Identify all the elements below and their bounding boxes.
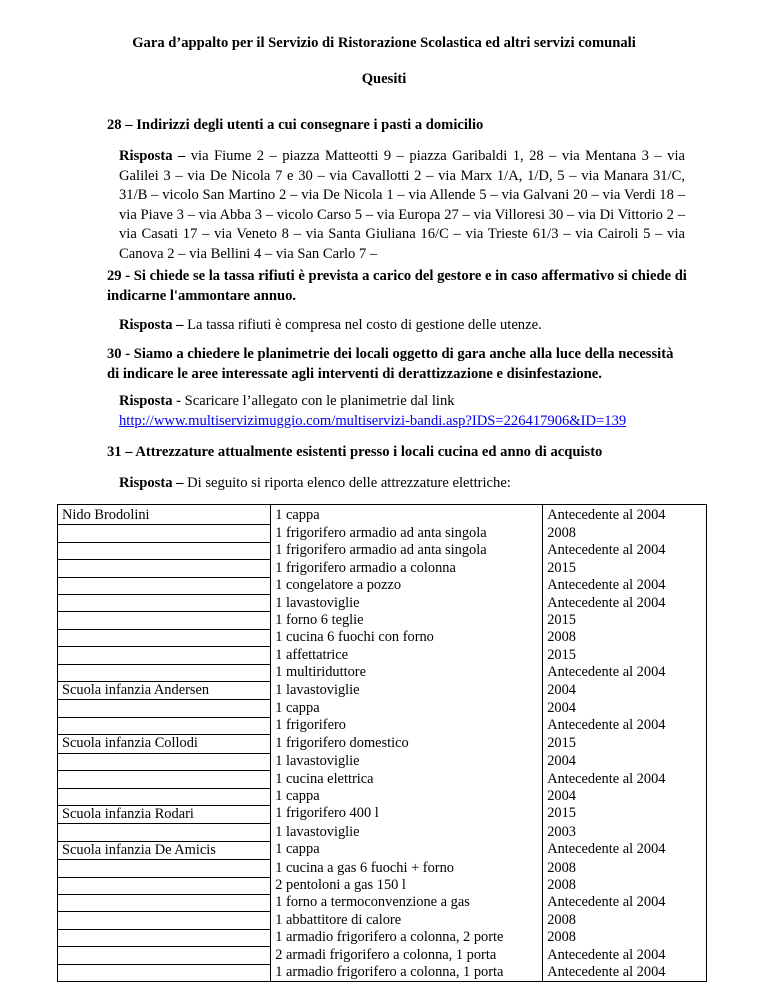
table-row bbox=[58, 735, 707, 753]
site-cell bbox=[58, 700, 271, 717]
purchase-year-cell: Antecedente al 2004 bbox=[543, 964, 707, 982]
site-cell: Scuola infanzia Rodari bbox=[58, 805, 271, 823]
equipment-cell: 1 forno a termoconvenzione a gas bbox=[271, 894, 543, 911]
table-row bbox=[58, 771, 707, 788]
purchase-year-cell: Antecedente al 2004 bbox=[543, 577, 707, 594]
site-cell: Scuola infanzia De Amicis bbox=[58, 841, 271, 859]
question-28: 28 – Indirizzi degli utenti a cui consegnare i pasti a domicilio bbox=[107, 117, 484, 133]
table-row bbox=[58, 542, 707, 559]
equipment-cell: 1 cappa bbox=[271, 700, 543, 717]
equipment-cell: 1 multiriduttore bbox=[271, 664, 543, 681]
equipment-cell: 1 cappa bbox=[271, 505, 543, 525]
site-cell bbox=[58, 542, 271, 559]
planimetrie-link[interactable]: http://www.multiservizimuggio.com/multiservizi-bandi.asp?IDS=226417906&ID=139 bbox=[119, 412, 627, 429]
site-cell bbox=[58, 525, 271, 542]
site-cell bbox=[58, 647, 271, 664]
site-cell bbox=[58, 664, 271, 681]
equipment-cell: 1 cucina 6 fuochi con forno bbox=[271, 629, 543, 646]
equipment-cell: 1 armadio frigorifero a colonna, 2 porte bbox=[271, 929, 543, 946]
answer-label: Risposta – bbox=[119, 148, 186, 164]
answer-text: Scaricare l’allegato con le planimetrie dal link bbox=[181, 393, 455, 409]
table-row bbox=[58, 805, 707, 823]
purchase-year-cell: Antecedente al 2004 bbox=[543, 771, 707, 788]
table-row bbox=[58, 788, 707, 805]
site-cell: Scuola infanzia Collodi bbox=[58, 735, 271, 753]
purchase-year-cell: Antecedente al 2004 bbox=[543, 947, 707, 964]
equipment-cell: 1 cucina a gas 6 fuochi + forno bbox=[271, 860, 543, 877]
equipment-table bbox=[57, 504, 707, 982]
site-cell: Scuola infanzia Andersen bbox=[58, 682, 271, 700]
site-cell: Nido Brodolini bbox=[58, 505, 271, 525]
equipment-cell: 1 cucina elettrica bbox=[271, 771, 543, 788]
purchase-year-cell: 2008 bbox=[543, 929, 707, 946]
equipment-cell: 1 frigorifero bbox=[271, 717, 543, 734]
equipment-cell: 1 armadio frigorifero a colonna, 1 porta bbox=[271, 964, 543, 982]
site-cell bbox=[58, 612, 271, 629]
purchase-year-cell: 2008 bbox=[543, 877, 707, 894]
table-row bbox=[58, 664, 707, 681]
site-cell bbox=[58, 894, 271, 911]
table-row bbox=[58, 629, 707, 646]
purchase-year-cell: 2004 bbox=[543, 788, 707, 805]
document-title: Gara d’appalto per il Servizio di Ristorazione Scolastica ed altri servizi comunali bbox=[132, 35, 636, 51]
table-row bbox=[58, 560, 707, 577]
purchase-year-cell: 2015 bbox=[543, 612, 707, 629]
purchase-year-cell: 2015 bbox=[543, 647, 707, 664]
table-row bbox=[58, 947, 707, 964]
equipment-cell: 1 affettatrice bbox=[271, 647, 543, 664]
equipment-cell: 1 frigorifero armadio ad anta singola bbox=[271, 542, 543, 559]
equipment-cell: 1 forno 6 teglie bbox=[271, 612, 543, 629]
table-row bbox=[58, 700, 707, 717]
purchase-year-cell: 2004 bbox=[543, 682, 707, 700]
purchase-year-cell: Antecedente al 2004 bbox=[543, 717, 707, 734]
answer-text: Di seguito si riporta elenco delle attrezzature elettriche: bbox=[183, 475, 511, 491]
purchase-year-cell: 2015 bbox=[543, 560, 707, 577]
table-row bbox=[58, 525, 707, 542]
purchase-year-cell: Antecedente al 2004 bbox=[543, 595, 707, 612]
purchase-year-cell: 2003 bbox=[543, 824, 707, 841]
table-row bbox=[58, 860, 707, 877]
equipment-cell: 1 lavastoviglie bbox=[271, 824, 543, 841]
equipment-cell: 1 congelatore a pozzo bbox=[271, 577, 543, 594]
site-cell bbox=[58, 824, 271, 841]
answer-31 bbox=[119, 474, 685, 494]
purchase-year-cell: 2004 bbox=[543, 700, 707, 717]
table-row bbox=[58, 595, 707, 612]
equipment-cell: 2 pentoloni a gas 150 l bbox=[271, 877, 543, 894]
answer-29 bbox=[119, 316, 685, 336]
site-cell bbox=[58, 912, 271, 929]
purchase-year-cell: Antecedente al 2004 bbox=[543, 505, 707, 525]
question-31: 31 – Attrezzature attualmente esistenti presso i locali cucina ed anno di acquisto bbox=[107, 444, 603, 460]
purchase-year-cell: 2015 bbox=[543, 735, 707, 753]
site-cell bbox=[58, 788, 271, 805]
equipment-cell: 1 lavastoviglie bbox=[271, 682, 543, 700]
purchase-year-cell: 2015 bbox=[543, 805, 707, 823]
site-cell bbox=[58, 877, 271, 894]
equipment-cell: 1 frigorifero armadio ad anta singola bbox=[271, 525, 543, 542]
table-row bbox=[58, 824, 707, 841]
table-row bbox=[58, 753, 707, 770]
table-row bbox=[58, 877, 707, 894]
table-row bbox=[58, 682, 707, 700]
table-row bbox=[58, 612, 707, 629]
answer-label: Risposta – bbox=[119, 317, 184, 333]
purchase-year-cell: 2008 bbox=[543, 629, 707, 646]
site-cell bbox=[58, 947, 271, 964]
table-row bbox=[58, 929, 707, 946]
site-cell bbox=[58, 560, 271, 577]
equipment-cell: 1 frigorifero domestico bbox=[271, 735, 543, 753]
answer-text: La tassa rifiuti è compresa nel costo di gestione delle utenze. bbox=[183, 317, 542, 333]
answer-label: Risposta - bbox=[119, 393, 182, 409]
site-cell bbox=[58, 929, 271, 946]
site-cell bbox=[58, 753, 271, 770]
equipment-cell: 1 abbattitore di calore bbox=[271, 912, 543, 929]
equipment-cell: 1 frigorifero armadio a colonna bbox=[271, 560, 543, 577]
table-row bbox=[58, 505, 707, 525]
site-cell bbox=[58, 964, 271, 982]
equipment-cell: 1 cappa bbox=[271, 841, 543, 859]
question-29: 29 - Si chiede se la tassa rifiuti è prevista a carico del gestore e in caso affermativo si chiede di indicarne l'ammontare annuo. bbox=[107, 268, 687, 304]
site-cell bbox=[58, 577, 271, 594]
table-row bbox=[58, 841, 707, 859]
answer-28 bbox=[119, 147, 685, 265]
purchase-year-cell: Antecedente al 2004 bbox=[543, 894, 707, 911]
purchase-year-cell: Antecedente al 2004 bbox=[543, 841, 707, 859]
purchase-year-cell: 2008 bbox=[543, 525, 707, 542]
answer-text: via Fiume 2 – piazza Matteotti 9 – piazza Garibaldi 1, 28 – via Mentana 3 – via Galilei 3 – via De Nicola 7 e 30 – via Cavallotti 2 – via Marx 1/A, 1/D, 5 – via Manara 31/C, 31/B – vicolo San Martino 2 – via De Nicola 1 – via Allende 5 – via Galvani 20 – via Verdi 18 – via Piave 3 – via Abba 3 – vicolo Carso 5 – via Europa 27 – via Villoresi 30 – via Di Vittorio 2 – via Casati 17 – via Veneto 8 – via Santa Giuliana 16/C – via Trieste 61/3 – via Cairoli 5 – via Canova 2 – via Bellini 4 – via San Carlo 7 – bbox=[119, 148, 686, 262]
purchase-year-cell: 2008 bbox=[543, 860, 707, 877]
purchase-year-cell: Antecedente al 2004 bbox=[543, 542, 707, 559]
table-row bbox=[58, 577, 707, 594]
document-subtitle: Quesiti bbox=[361, 71, 407, 87]
table-row bbox=[58, 647, 707, 664]
answer-label: Risposta – bbox=[119, 475, 184, 491]
purchase-year-cell: 2004 bbox=[543, 753, 707, 770]
table-row bbox=[58, 964, 707, 982]
site-cell bbox=[58, 717, 271, 734]
answer-30 bbox=[119, 392, 685, 431]
site-cell bbox=[58, 860, 271, 877]
question-30: 30 - Siamo a chiedere le planimetrie dei locali oggetto di gara anche alla luce della necessità di indicare le aree interessate agli interventi di derattizzazione e disinfestazione. bbox=[107, 346, 674, 382]
equipment-cell: 2 armadi frigorifero a colonna, 1 porta bbox=[271, 947, 543, 964]
equipment-cell: 1 lavastoviglie bbox=[271, 595, 543, 612]
equipment-cell: 1 cappa bbox=[271, 788, 543, 805]
purchase-year-cell: Antecedente al 2004 bbox=[543, 664, 707, 681]
equipment-table-body bbox=[58, 505, 707, 982]
site-cell bbox=[58, 771, 271, 788]
table-row bbox=[58, 912, 707, 929]
site-cell bbox=[58, 629, 271, 646]
equipment-cell: 1 lavastoviglie bbox=[271, 753, 543, 770]
table-row bbox=[58, 894, 707, 911]
site-cell bbox=[58, 595, 271, 612]
purchase-year-cell: 2008 bbox=[543, 912, 707, 929]
equipment-cell: 1 frigorifero 400 l bbox=[271, 805, 543, 823]
table-row bbox=[58, 717, 707, 734]
